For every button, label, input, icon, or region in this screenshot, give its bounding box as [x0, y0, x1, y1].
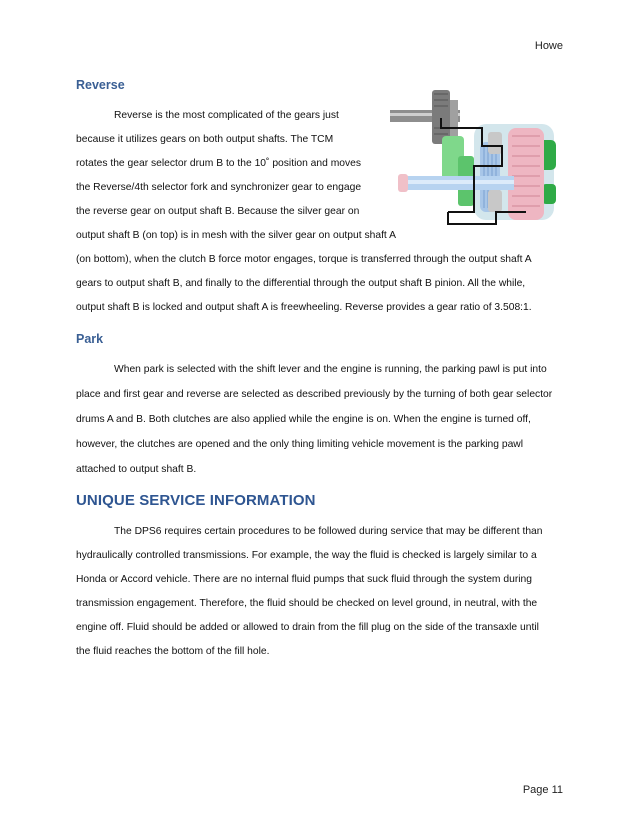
- service-line-1: The DPS6 requires certain procedures to be followed during service that may be different than: [114, 526, 543, 537]
- reverse-line-6: output shaft B (on top) is in mesh with the silver gear on output shaft A: [76, 230, 396, 241]
- park-line-2: place and first gear and reverse are selected as described previously by the turning of both gear selector: [76, 389, 553, 400]
- service-line-6: the fluid reaches the bottom of the fill hole.: [76, 646, 270, 657]
- service-line-5: engine off. Fluid should be added or allowed to drain from the fill plug on the side of the transaxle until: [76, 622, 539, 633]
- park-line-3: drums A and B. Both clutches are also applied while the engine is on. When the engine is turned off,: [76, 414, 531, 425]
- reverse-line-9: output shaft B is locked and output shaft A is freewheeling. Reverse provides a gear ratio of 3.508:1.: [76, 302, 532, 313]
- transmission-gear-diagram: [388, 84, 566, 230]
- reverse-line-7: (on bottom), when the clutch B force motor engages, torque is transferred through the output shaft A: [76, 254, 532, 265]
- park-line-1: When park is selected with the shift lever and the engine is running, the parking pawl is put into: [114, 364, 547, 375]
- top-gear: [432, 90, 450, 144]
- silver-gear-top: [488, 132, 502, 154]
- reverse-line-1: Reverse is the most complicated of the gears just: [114, 110, 339, 121]
- header-author: Howe: [534, 40, 563, 52]
- silver-gear-bottom: [488, 190, 502, 212]
- service-line-3: Honda or Accord vehicle. There are no internal fluid pumps that suck fluid through the system during: [76, 574, 532, 585]
- park-line-5: attached to output shaft B.: [76, 464, 197, 475]
- reverse-heading: Reverse: [76, 78, 125, 92]
- reverse-line-4: the Reverse/4th selector fork and synchronizer gear to engage: [76, 182, 362, 193]
- reverse-line-5: the reverse gear on output shaft B. Because the silver gear on: [76, 206, 360, 217]
- park-line-4: however, the clutches are opened and the only thing limiting vehicle movement is the parking pawl: [76, 439, 524, 450]
- reverse-line-8: gears to output shaft B, and finally to the differential through the output shaft B pinion. All the while,: [76, 278, 526, 289]
- service-line-4: transmission engagement. Therefore, the fluid should be checked on level ground, in neutral, with the: [76, 598, 538, 609]
- unique-service-heading: UNIQUE SERVICE INFORMATION: [76, 492, 316, 509]
- page-number: Page 11: [522, 784, 563, 796]
- reverse-line-2: because it utilizes gears on both output shafts. The TCM: [76, 134, 334, 145]
- service-line-2: hydraulically controlled transmissions. For example, the way the fluid is checked is largely similar to a: [76, 550, 537, 561]
- reverse-line-3: rotates the gear selector drum B to the 10˚ position and moves: [76, 158, 362, 169]
- park-heading: Park: [76, 332, 104, 346]
